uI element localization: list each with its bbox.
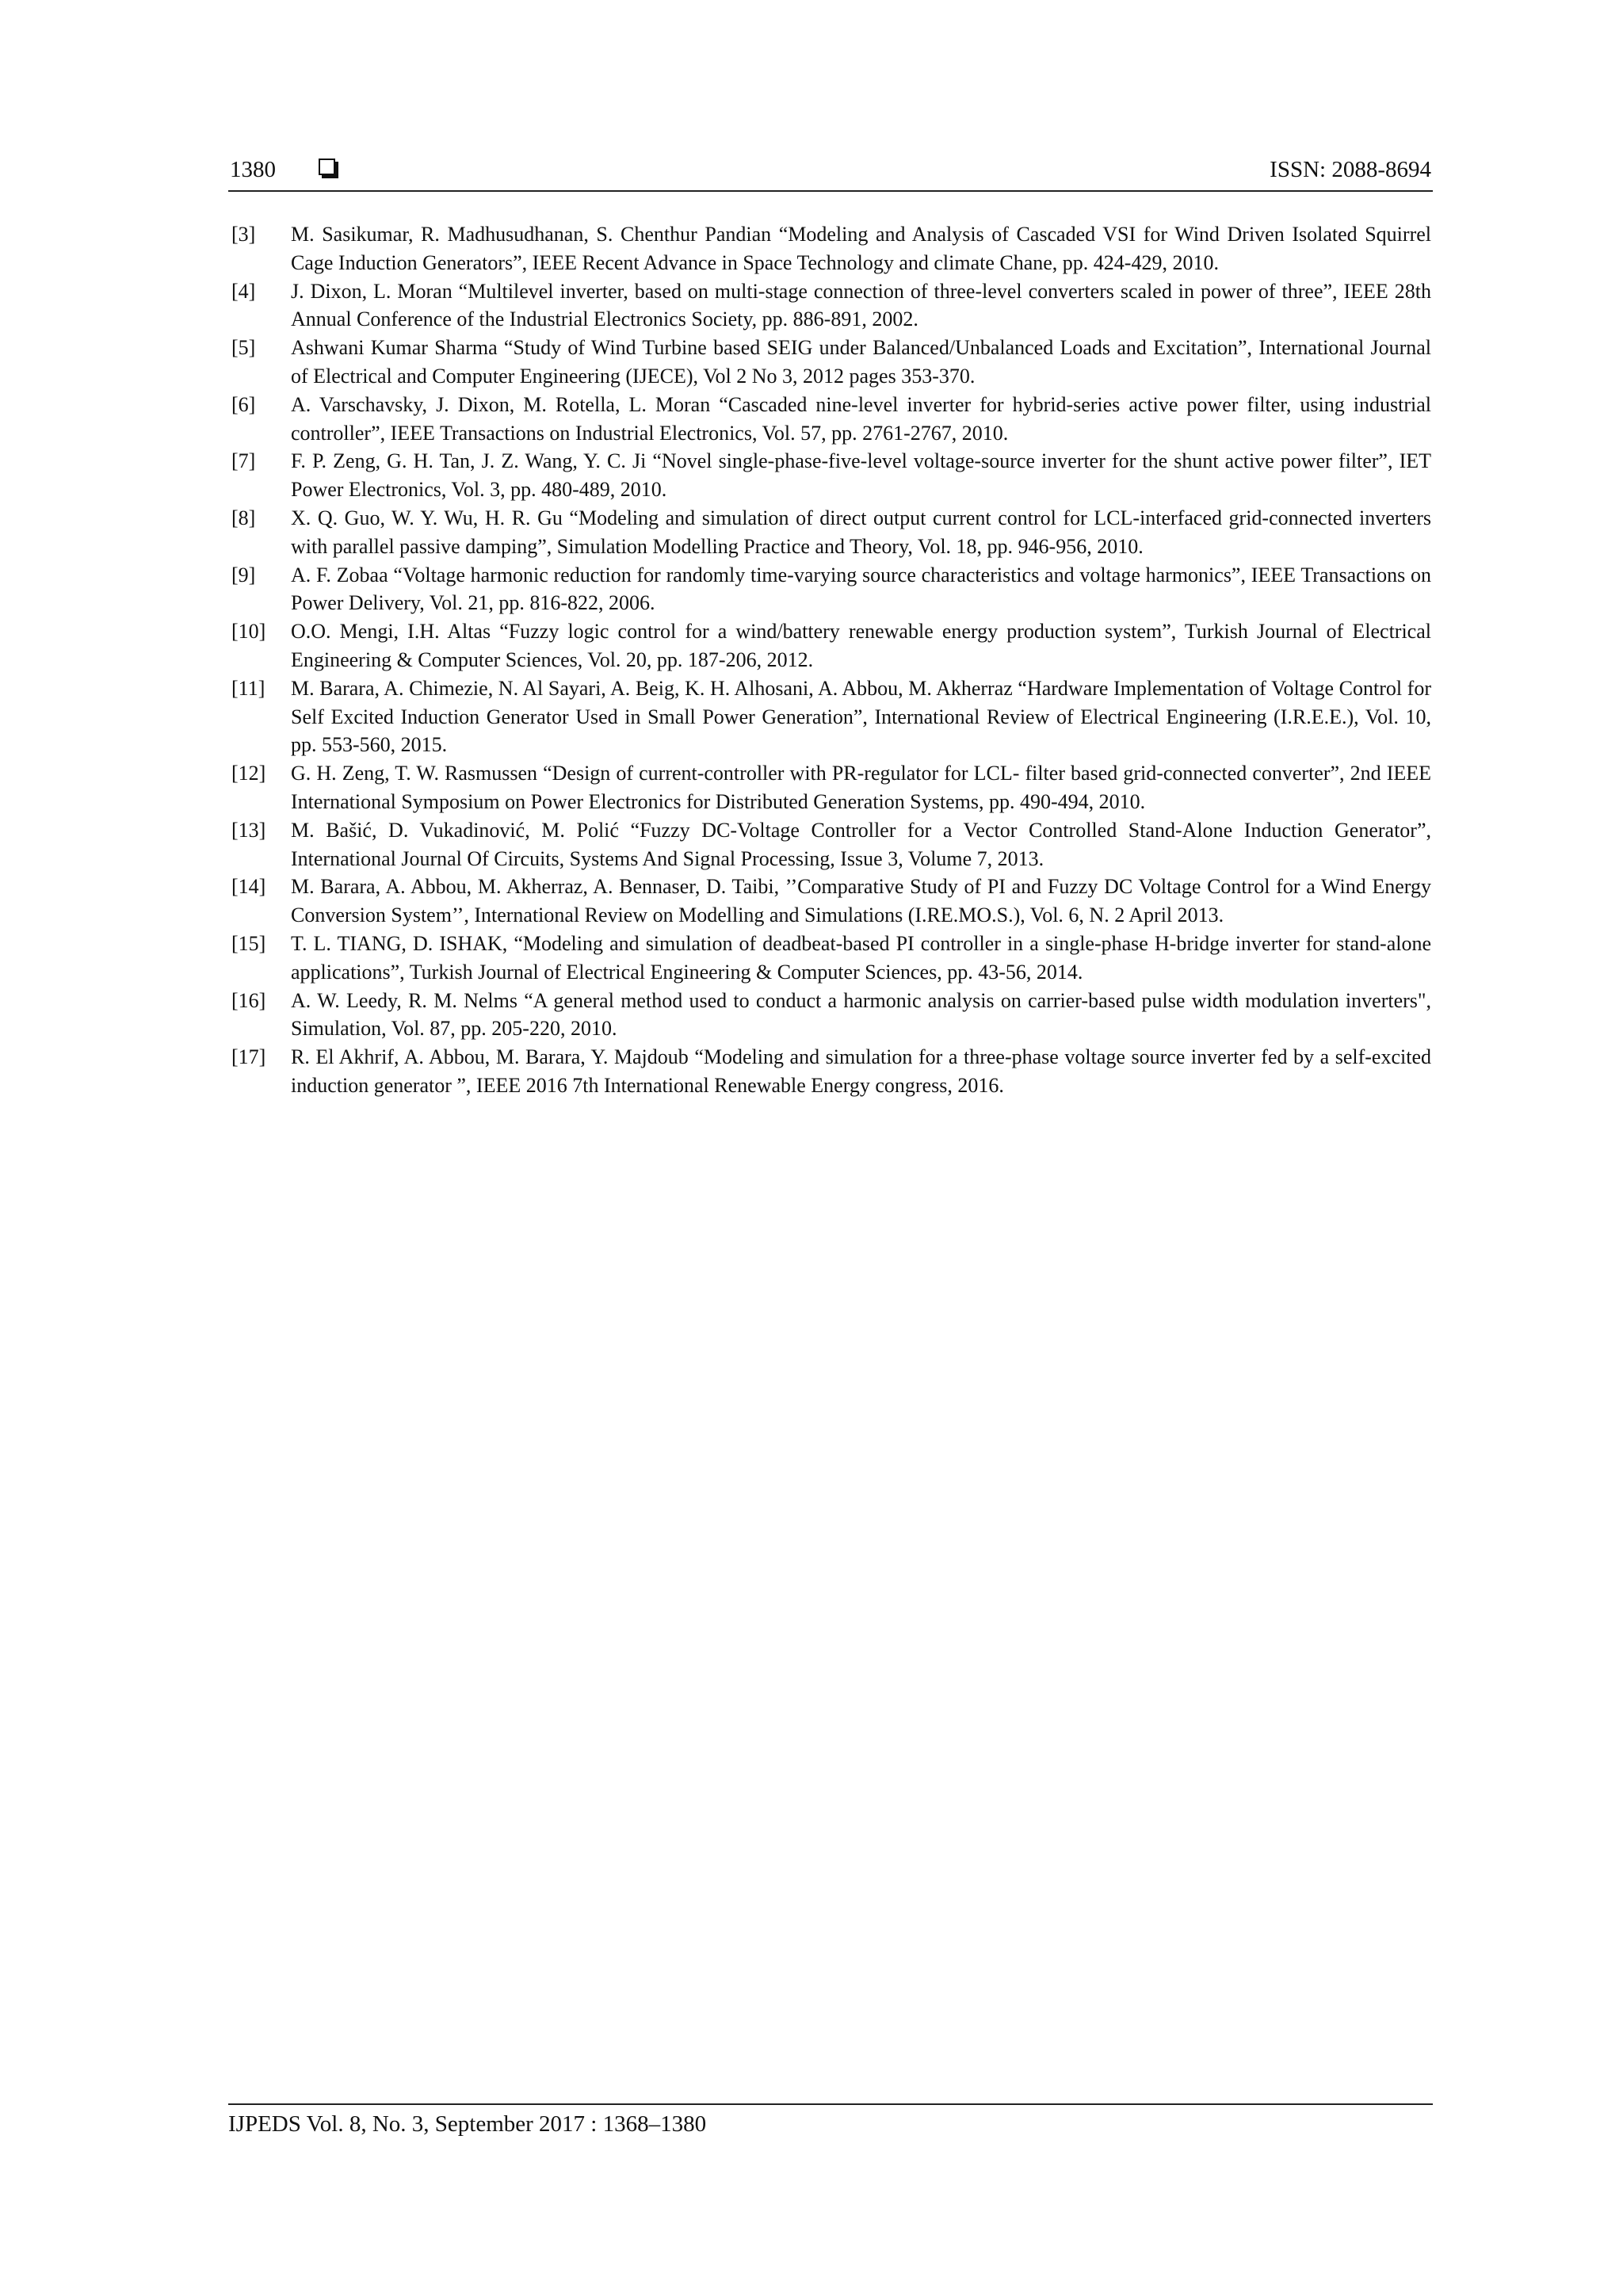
reference-item	[231, 617, 1431, 674]
reference-text: A. Varschavsky, J. Dixon, M. Rotella, L. Moran “Cascaded nine-level inverter for hybrid-series active power filter, using industrial controller”, IEEE Transactions on Industrial Electronics, Vol. 57, pp. 2761-2767, 2010.	[291, 392, 1431, 445]
reference-number: [10]	[231, 620, 266, 644]
reference-number: [12]	[231, 762, 266, 785]
reference-item	[231, 277, 1431, 334]
reference-list	[231, 220, 1431, 1100]
reference-text: G. H. Zeng, T. W. Rasmussen “Design of current-controller with PR-regulator for LCL- filter based grid-connected converter”, 2nd IEEE International Symposium on Power Electronics for Distributed Generation Systems, pp. 490-494, 2010.	[291, 762, 1431, 813]
reference-number: [16]	[231, 988, 266, 1012]
reference-item	[231, 504, 1431, 561]
reference-number: [8]	[231, 506, 256, 529]
reference-text: F. P. Zeng, G. H. Tan, J. Z. Wang, Y. C. Ji “Novel single-phase-five-level voltage-source inverter for the shunt active power filter”, IET Power Electronics, Vol. 3, pp. 480-489, 2010.	[291, 449, 1431, 502]
reference-text: M. Sasikumar, R. Madhusudhanan, S. Chenthur Pandian “Modeling and Analysis of Cascaded VSI for Wind Driven Isolated Squirrel Cage Induction Generators”, IEEE Recent Advance in Space Technology and climate Chane, pp. 424-429, 2010.	[291, 223, 1431, 274]
reference-text: M. Bašić, D. Vukadinović, M. Polić “Fuzzy DC-Voltage Controller for a Vector Controlled Stand-Alone Induction Generator”, International Journal Of Circuits, Systems And Signal Processing, Issue 3, Volume 7, 2013.	[291, 818, 1431, 870]
reference-item	[231, 334, 1431, 391]
reference-item	[231, 561, 1431, 618]
reference-text: X. Q. Guo, W. Y. Wu, H. R. Gu “Modeling and simulation of direct output current control for LCL-interfaced grid-connected inverters with parallel passive damping”, Simulation Modelling Practice and Theory, Vol. 18, pp. 946-956, 2010.	[291, 506, 1431, 558]
reference-text: M. Barara, A. Chimezie, N. Al Sayari, A. Beig, K. H. Alhosani, A. Abbou, M. Akherraz “Hardware Implementation of Voltage Control for Self Excited Induction Generator Used in Small Power Generation”, International Review of Electrical Engineering (I.R.E.E.), Vol. 10, pp. 553-560, 2015.	[291, 676, 1431, 757]
reference-number: [5]	[231, 336, 256, 360]
reference-item	[231, 816, 1431, 873]
issn-label: ISSN: 2088-8694	[1270, 157, 1431, 182]
page-number: 1380	[230, 157, 276, 182]
reference-number: [17]	[231, 1045, 266, 1069]
reference-item	[231, 873, 1431, 930]
reference-item	[231, 674, 1431, 759]
reference-text: A. W. Leedy, R. M. Nelms “A general method used to conduct a harmonic analysis on carrier-based pulse width modulation inverters", Simulation, Vol. 87, pp. 205-220, 2010.	[291, 988, 1431, 1041]
journal-citation: IJPEDS Vol. 8, No. 3, September 2017 : 1368–1380	[228, 2111, 707, 2137]
reference-item	[231, 391, 1431, 448]
reference-item	[231, 220, 1431, 277]
reference-text: A. F. Zobaa “Voltage harmonic reduction for randomly time-varying source characteristics and voltage harmonics”, IEEE Transactions on Power Delivery, Vol. 21, pp. 816-822, 2006.	[291, 563, 1431, 615]
reference-item	[231, 987, 1431, 1044]
reference-number: [7]	[231, 449, 256, 473]
reference-text: J. Dixon, L. Moran “Multilevel inverter, based on multi-stage connection of three-level converters scaled in power of three”, IEEE 28th Annual Conference of the Industrial Electronics Society, pp. 886-891, 2002.	[291, 279, 1431, 331]
reference-number: [11]	[231, 676, 265, 700]
reference-number: [13]	[231, 818, 266, 842]
reference-text: M. Barara, A. Abbou, M. Akherraz, A. Bennaser, D. Taibi, ’’Comparative Study of PI and Fuzzy DC Voltage Control for a Wind Energy Conversion System’’, International Review on Modelling and Simulations (I.RE.MO.S.), Vol. 6, N. 2 April 2013.	[291, 875, 1431, 927]
reference-text: R. El Akhrif, A. Abbou, M. Barara, Y. Majdoub “Modeling and simulation for a three-phase voltage source inverter fed by a self-excited induction generator ”, IEEE 2016 7th International Renewable Energy congress, 2016.	[291, 1045, 1431, 1097]
reference-item	[231, 447, 1431, 504]
reference-item	[231, 759, 1431, 816]
reference-number: [15]	[231, 931, 266, 955]
page-header	[228, 155, 1433, 192]
reference-text: O.O. Mengi, I.H. Altas “Fuzzy logic control for a wind/battery renewable energy production system”, Turkish Journal of Electrical Engineering & Computer Sciences, Vol. 20, pp. 187-206, 2012.	[291, 620, 1431, 671]
reference-item	[231, 1043, 1431, 1100]
reference-number: [14]	[231, 875, 266, 899]
reference-number: [3]	[231, 223, 256, 246]
square-box-icon	[319, 159, 335, 175]
reference-item	[231, 930, 1431, 987]
reference-text: T. L. TIANG, D. ISHAK, “Modeling and simulation of deadbeat-based PI controller in a single-phase H-bridge inverter for stand-alone applications”, Turkish Journal of Electrical Engineering & Computer Sciences, pp. 43-56, 2014.	[291, 931, 1431, 984]
reference-number: [9]	[231, 563, 256, 586]
reference-number: [4]	[231, 279, 256, 303]
reference-text: Ashwani Kumar Sharma “Study of Wind Turbine based SEIG under Balanced/Unbalanced Loads and Excitation”, International Journal of Electrical and Computer Engineering (IJECE), Vol 2 No 3, 2012 pages 353-370.	[291, 336, 1431, 388]
page-footer	[228, 2103, 1433, 2137]
reference-number: [6]	[231, 392, 256, 416]
